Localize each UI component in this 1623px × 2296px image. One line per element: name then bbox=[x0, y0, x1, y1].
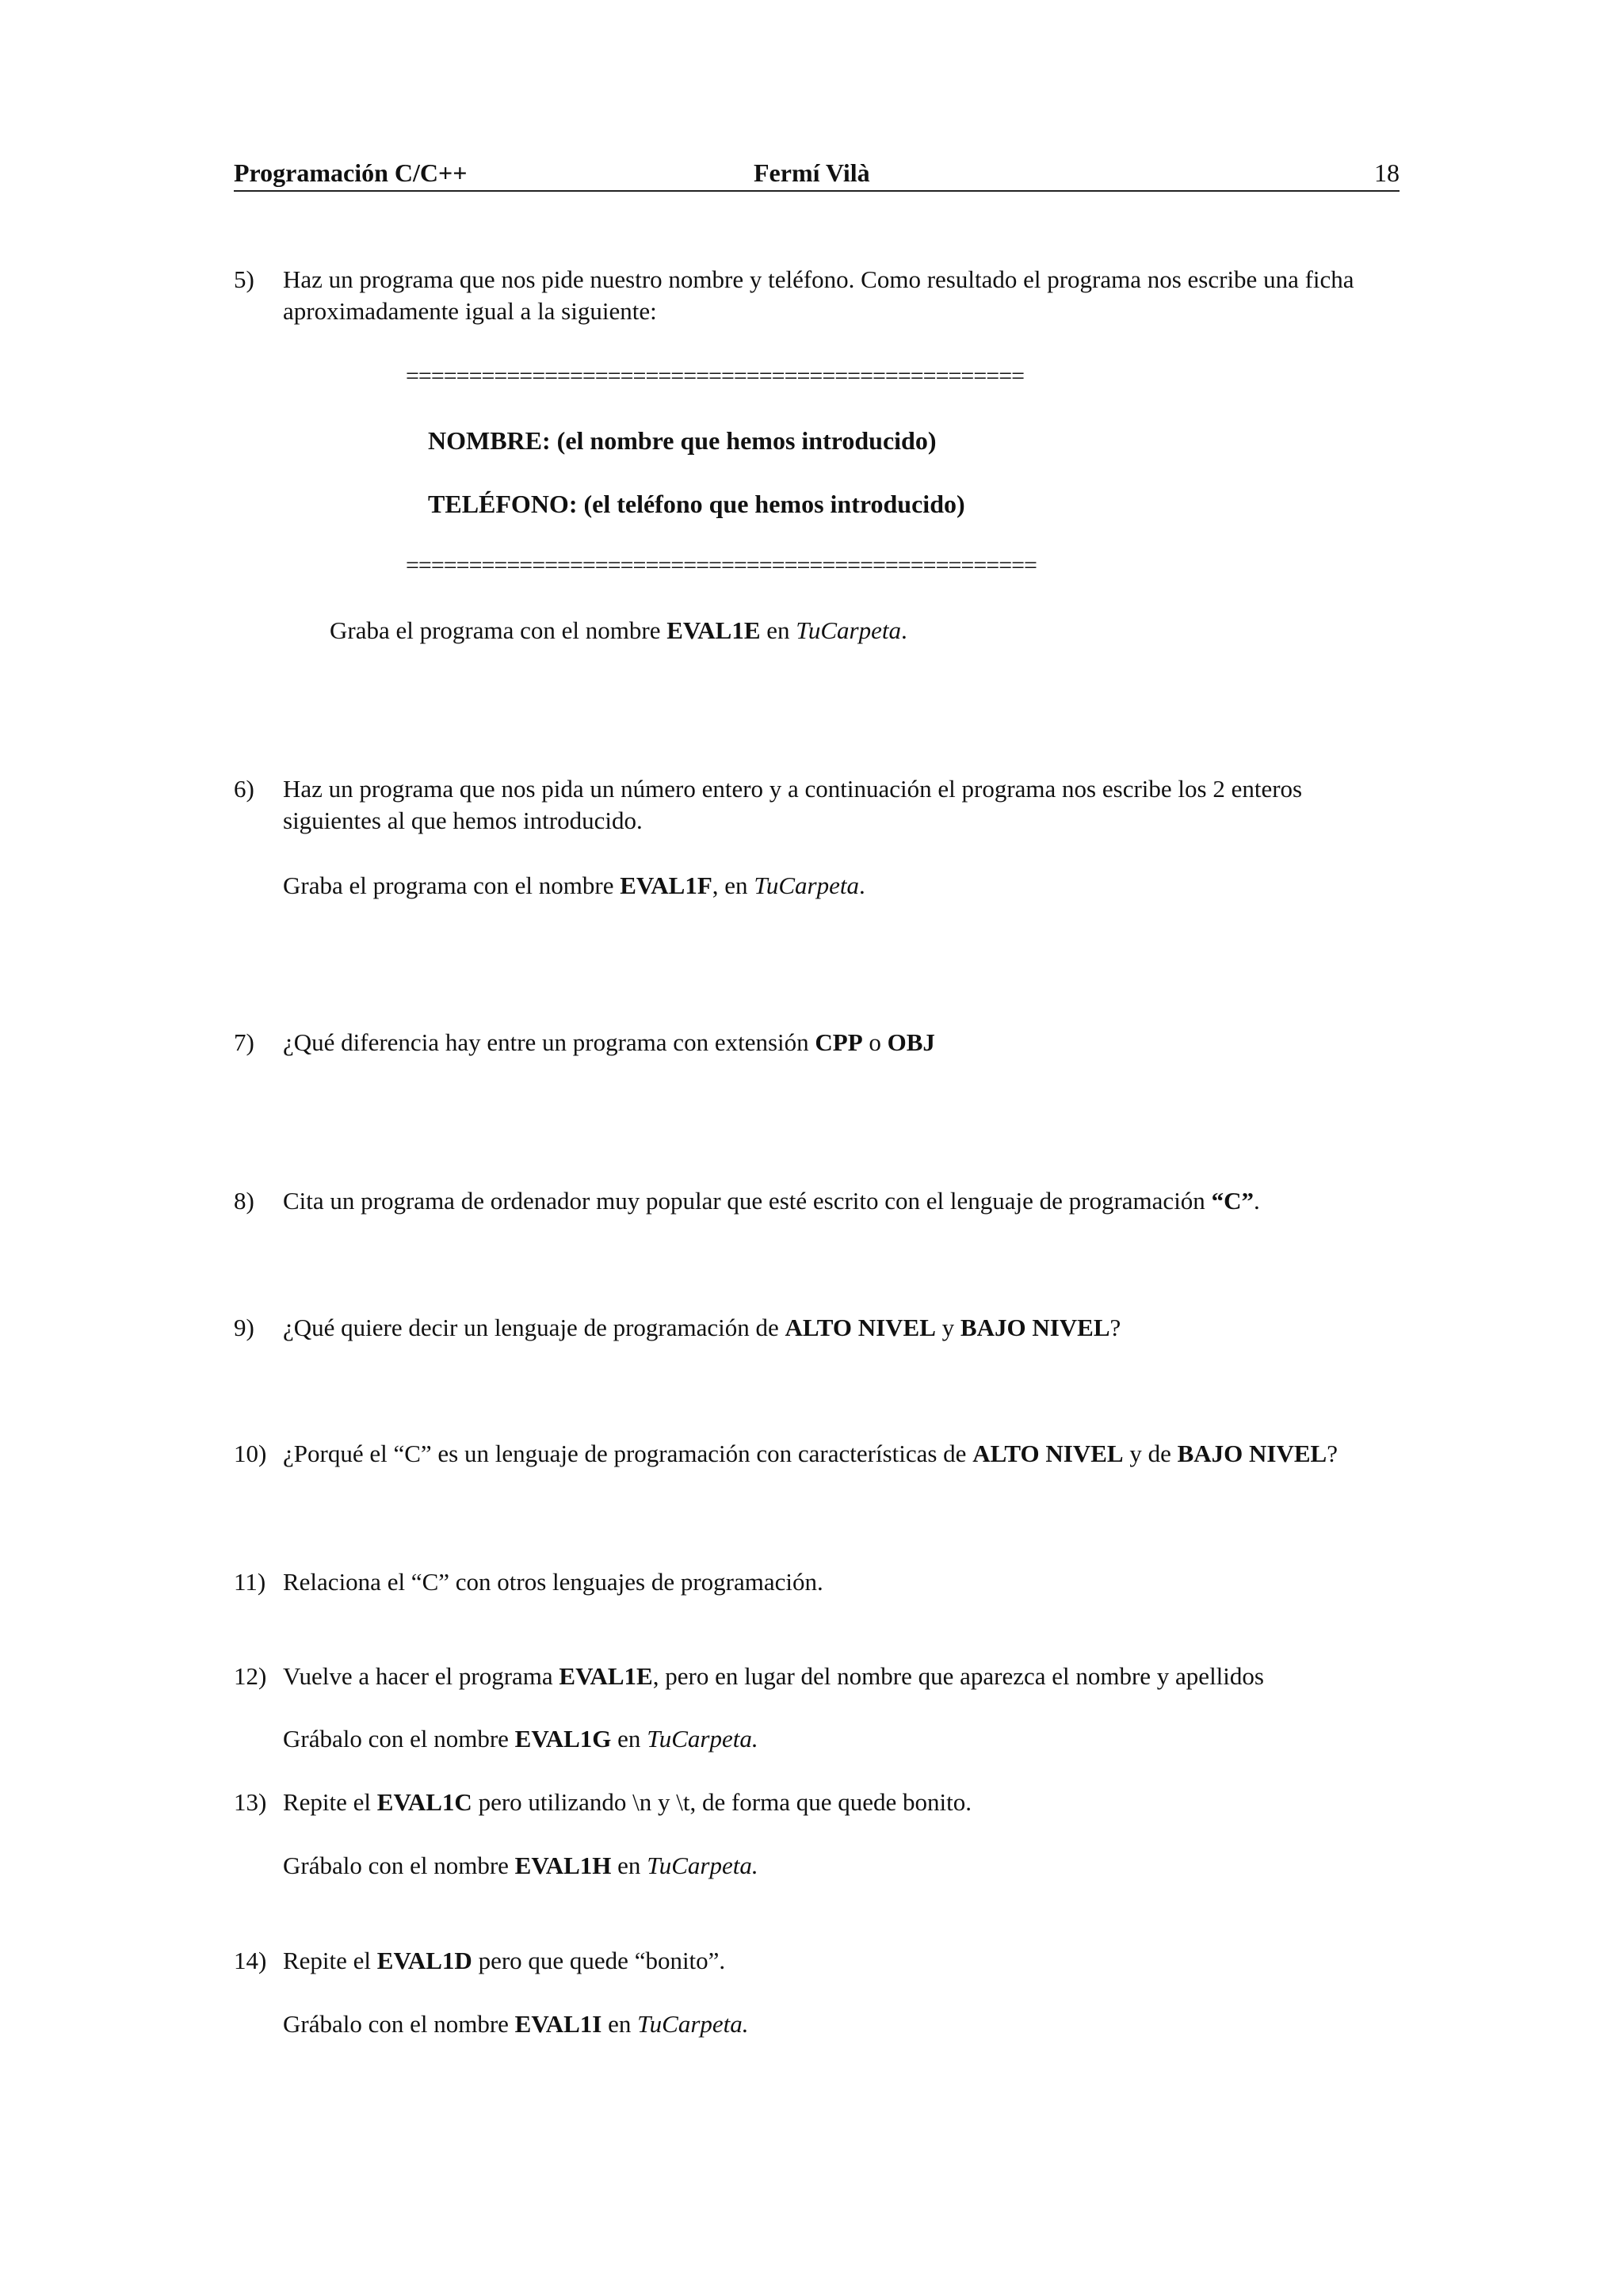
question-11 bbox=[234, 1566, 1403, 1598]
program-name: EVAL1H bbox=[514, 1852, 612, 1879]
text-run: y bbox=[935, 1314, 960, 1341]
keyword: BAJO NIVEL bbox=[960, 1314, 1110, 1341]
save-instruction bbox=[283, 870, 1400, 902]
question-text: Haz un programa que nos pide nuestro nombre y teléfono. Como resultado el programa nos escribe una ficha aproximadamente igual a la siguiente: bbox=[283, 265, 1354, 325]
question-number: 10) bbox=[234, 1440, 267, 1467]
folder-name: TuCarpeta. bbox=[647, 1725, 758, 1753]
save-text: Graba el programa con el nombre bbox=[330, 616, 667, 644]
program-name: EVAL1F bbox=[620, 871, 712, 899]
text-run: ¿Qué quiere decir un lenguaje de programación de bbox=[283, 1314, 785, 1341]
save-text: en bbox=[611, 1852, 647, 1879]
folder-name: TuCarpeta bbox=[754, 871, 859, 899]
question-text bbox=[283, 1027, 1403, 1058]
question-text bbox=[283, 1945, 1403, 1977]
question-number: 13) bbox=[234, 1788, 267, 1816]
question-number: 5) bbox=[234, 265, 254, 293]
text-run: . bbox=[1253, 1187, 1260, 1215]
question-text bbox=[283, 1185, 1403, 1217]
text-run: pero que quede “bonito”. bbox=[472, 1947, 726, 1974]
question-10 bbox=[234, 1438, 1403, 1470]
text-run: Vuelve a hacer el programa bbox=[283, 1662, 559, 1690]
text-run: , pero en lugar del nombre que aparezca el nombre y apellidos bbox=[652, 1662, 1264, 1690]
keyword: BAJO NIVEL bbox=[1177, 1440, 1327, 1467]
save-instruction bbox=[283, 2008, 1400, 2040]
save-text: , en bbox=[712, 871, 754, 899]
text-run: Repite el bbox=[283, 1788, 377, 1816]
folder-name: TuCarpeta bbox=[796, 616, 901, 644]
question-number: 9) bbox=[234, 1314, 254, 1341]
field-nombre: NOMBRE: (el nombre que hemos introducido) bbox=[428, 426, 937, 455]
question-number: 6) bbox=[234, 775, 254, 803]
separator-top: ================================================= bbox=[406, 363, 1025, 389]
separator-bottom: ================================================== bbox=[406, 552, 1037, 578]
field-telefono: TELÉFONO: (el teléfono que hemos introducido) bbox=[428, 490, 965, 518]
text-run: ? bbox=[1109, 1314, 1121, 1341]
question-9 bbox=[234, 1312, 1403, 1344]
save-instruction bbox=[330, 615, 907, 646]
keyword: EVAL1E bbox=[559, 1662, 653, 1690]
text-run: ? bbox=[1327, 1440, 1338, 1467]
save-text: en bbox=[611, 1725, 647, 1753]
keyword: “C” bbox=[1211, 1187, 1254, 1215]
folder-name: TuCarpeta. bbox=[637, 2010, 749, 2038]
text-run: pero utilizando \n y \t, de forma que quede bonito. bbox=[472, 1788, 972, 1816]
question-7 bbox=[234, 1027, 1403, 1058]
question-text bbox=[283, 1787, 1403, 1818]
question-number: 14) bbox=[234, 1947, 267, 1974]
question-number: 12) bbox=[234, 1662, 267, 1690]
question-number: 7) bbox=[234, 1028, 254, 1056]
save-text: Grábalo con el nombre bbox=[283, 1852, 515, 1879]
question-8 bbox=[234, 1185, 1403, 1217]
text-run: ¿Qué diferencia hay entre un programa con extensión bbox=[283, 1028, 815, 1056]
page-number: 18 bbox=[1374, 158, 1400, 187]
question-text bbox=[283, 1312, 1403, 1344]
question-number: 11) bbox=[234, 1568, 266, 1596]
question-13 bbox=[234, 1787, 1403, 1818]
keyword: ALTO NIVEL bbox=[972, 1440, 1124, 1467]
program-name: EVAL1E bbox=[666, 616, 761, 644]
question-5 bbox=[234, 264, 1403, 327]
save-text: Grábalo con el nombre bbox=[283, 2010, 515, 2038]
question-text: Haz un programa que nos pida un número entero y a continuación el programa nos escribe los 2 enteros siguientes al que hemos introducido. bbox=[283, 775, 1303, 834]
question-6 bbox=[234, 773, 1403, 837]
program-name: EVAL1I bbox=[514, 2010, 602, 2038]
header-title: Programación C/C++ bbox=[234, 158, 468, 187]
text-run: ¿Porqué el “C” es un lenguaje de programación con características de bbox=[283, 1440, 973, 1467]
page-header bbox=[234, 155, 1400, 192]
save-text: . bbox=[900, 616, 907, 644]
text-run: Cita un programa de ordenador muy popular que esté escrito con el lenguaje de programación bbox=[283, 1187, 1212, 1215]
program-name: EVAL1G bbox=[514, 1725, 612, 1753]
keyword: OBJ bbox=[887, 1028, 935, 1056]
question-text: Relaciona el “C” con otros lenguajes de programación. bbox=[283, 1568, 823, 1596]
header-author: Fermí Vilà bbox=[754, 158, 870, 187]
save-text: . bbox=[858, 871, 865, 899]
text-run: Repite el bbox=[283, 1947, 377, 1974]
text-run: o bbox=[862, 1028, 888, 1056]
question-number: 8) bbox=[234, 1187, 254, 1215]
question-text bbox=[283, 1661, 1403, 1692]
keyword: ALTO NIVEL bbox=[785, 1314, 936, 1341]
question-text bbox=[283, 1438, 1403, 1470]
text-run: y de bbox=[1123, 1440, 1178, 1467]
keyword: EVAL1C bbox=[376, 1788, 472, 1816]
keyword: CPP bbox=[815, 1028, 863, 1056]
save-text: Graba el programa con el nombre bbox=[283, 871, 621, 899]
save-text: Grábalo con el nombre bbox=[283, 1725, 515, 1753]
question-12 bbox=[234, 1661, 1403, 1692]
save-text: en bbox=[601, 2010, 638, 2038]
save-instruction bbox=[283, 1850, 1400, 1882]
save-instruction bbox=[283, 1723, 1400, 1755]
folder-name: TuCarpeta. bbox=[647, 1852, 758, 1879]
question-14 bbox=[234, 1945, 1403, 1977]
keyword: EVAL1D bbox=[376, 1947, 472, 1974]
save-text: en bbox=[760, 616, 796, 644]
